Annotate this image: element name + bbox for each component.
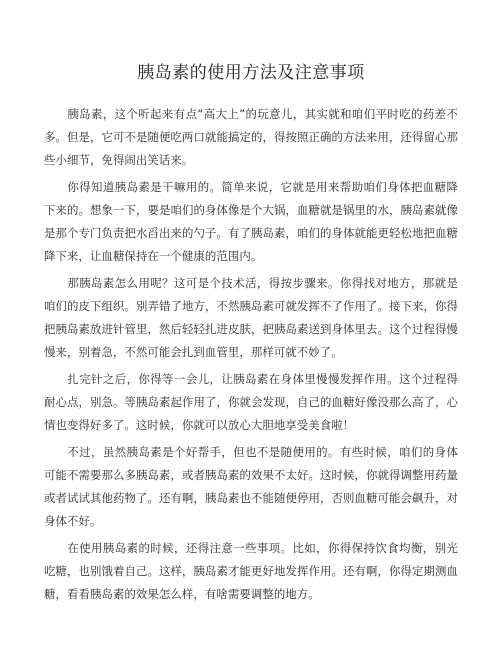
paragraph-precautions: 在使用胰岛素的时候，还得注意一些事项。比如，你得保持饮食均衡，别光吃糖，也别饿着自己。这样，胰岛素才能更好地发挥作用。还有啊，你得定期测血糖，看看胰岛素的效果怎么样，有啥需要调整的地方。 [44, 541, 458, 601]
document-title: 胰岛素的使用方法及注意事项 [137, 63, 365, 83]
paragraph-dosage-adjustment: 不过，虽然胰岛素是个好帮手，但也不是随便用的。有些时候，咱们的身体可能不需要那么多胰岛素，或者胰岛素的效果不太好。这时候，你就得调整用药量或者试试其他药物了。还有啊，胰岛素也不能随便停用，否则血糖可能会飙升，对身体不好。 [44, 445, 458, 528]
paragraph-after-injection: 扎完针之后，你得等一会儿，让胰岛素在身体里慢慢发挥作用。这个过程得耐心点，别急。等胰岛素起作用了，你就会发现，自己的血糖好像没那么高了，心情也变得好多了。这时候，你就可以放心大胆地享受美食啦！ [44, 372, 458, 432]
paragraph-how-to-inject: 那胰岛素怎么用呢？这可是个技术活，得按步骤来。你得找对地方，那就是咱们的皮下组织。别弄错了地方，不然胰岛素可就发挥不了作用了。接下来，你得把胰岛素放进针管里，然后轻轻扎进皮肤，把胰岛素送到身体里去。这个过程得慢慢来，别着急，不然可能会扎到血管里，那样可就不妙了。 [44, 276, 458, 359]
paragraph-what-insulin-does: 你得知道胰岛素是干嘛用的。简单来说，它就是用来帮助咱们身体把血糖降下来的。想象一下，要是咱们的身体像是个大锅，血糖就是锅里的水，胰岛素就像是那个专门负责把水舀出来的勺子。有了胰岛素，咱们的身体就能更轻松地把血糖降下来，让血糖保持在一个健康的范围内。 [44, 180, 458, 263]
paragraph-purpose-intro: 胰岛素，这个听起来有点“高大上”的玩意儿，其实就和咱们平时吃的药差不多。但是，它可不是随便吃两口就能搞定的，得按照正确的方法来用，还得留心那些小细节，免得闹出笑话来。 [44, 107, 458, 167]
